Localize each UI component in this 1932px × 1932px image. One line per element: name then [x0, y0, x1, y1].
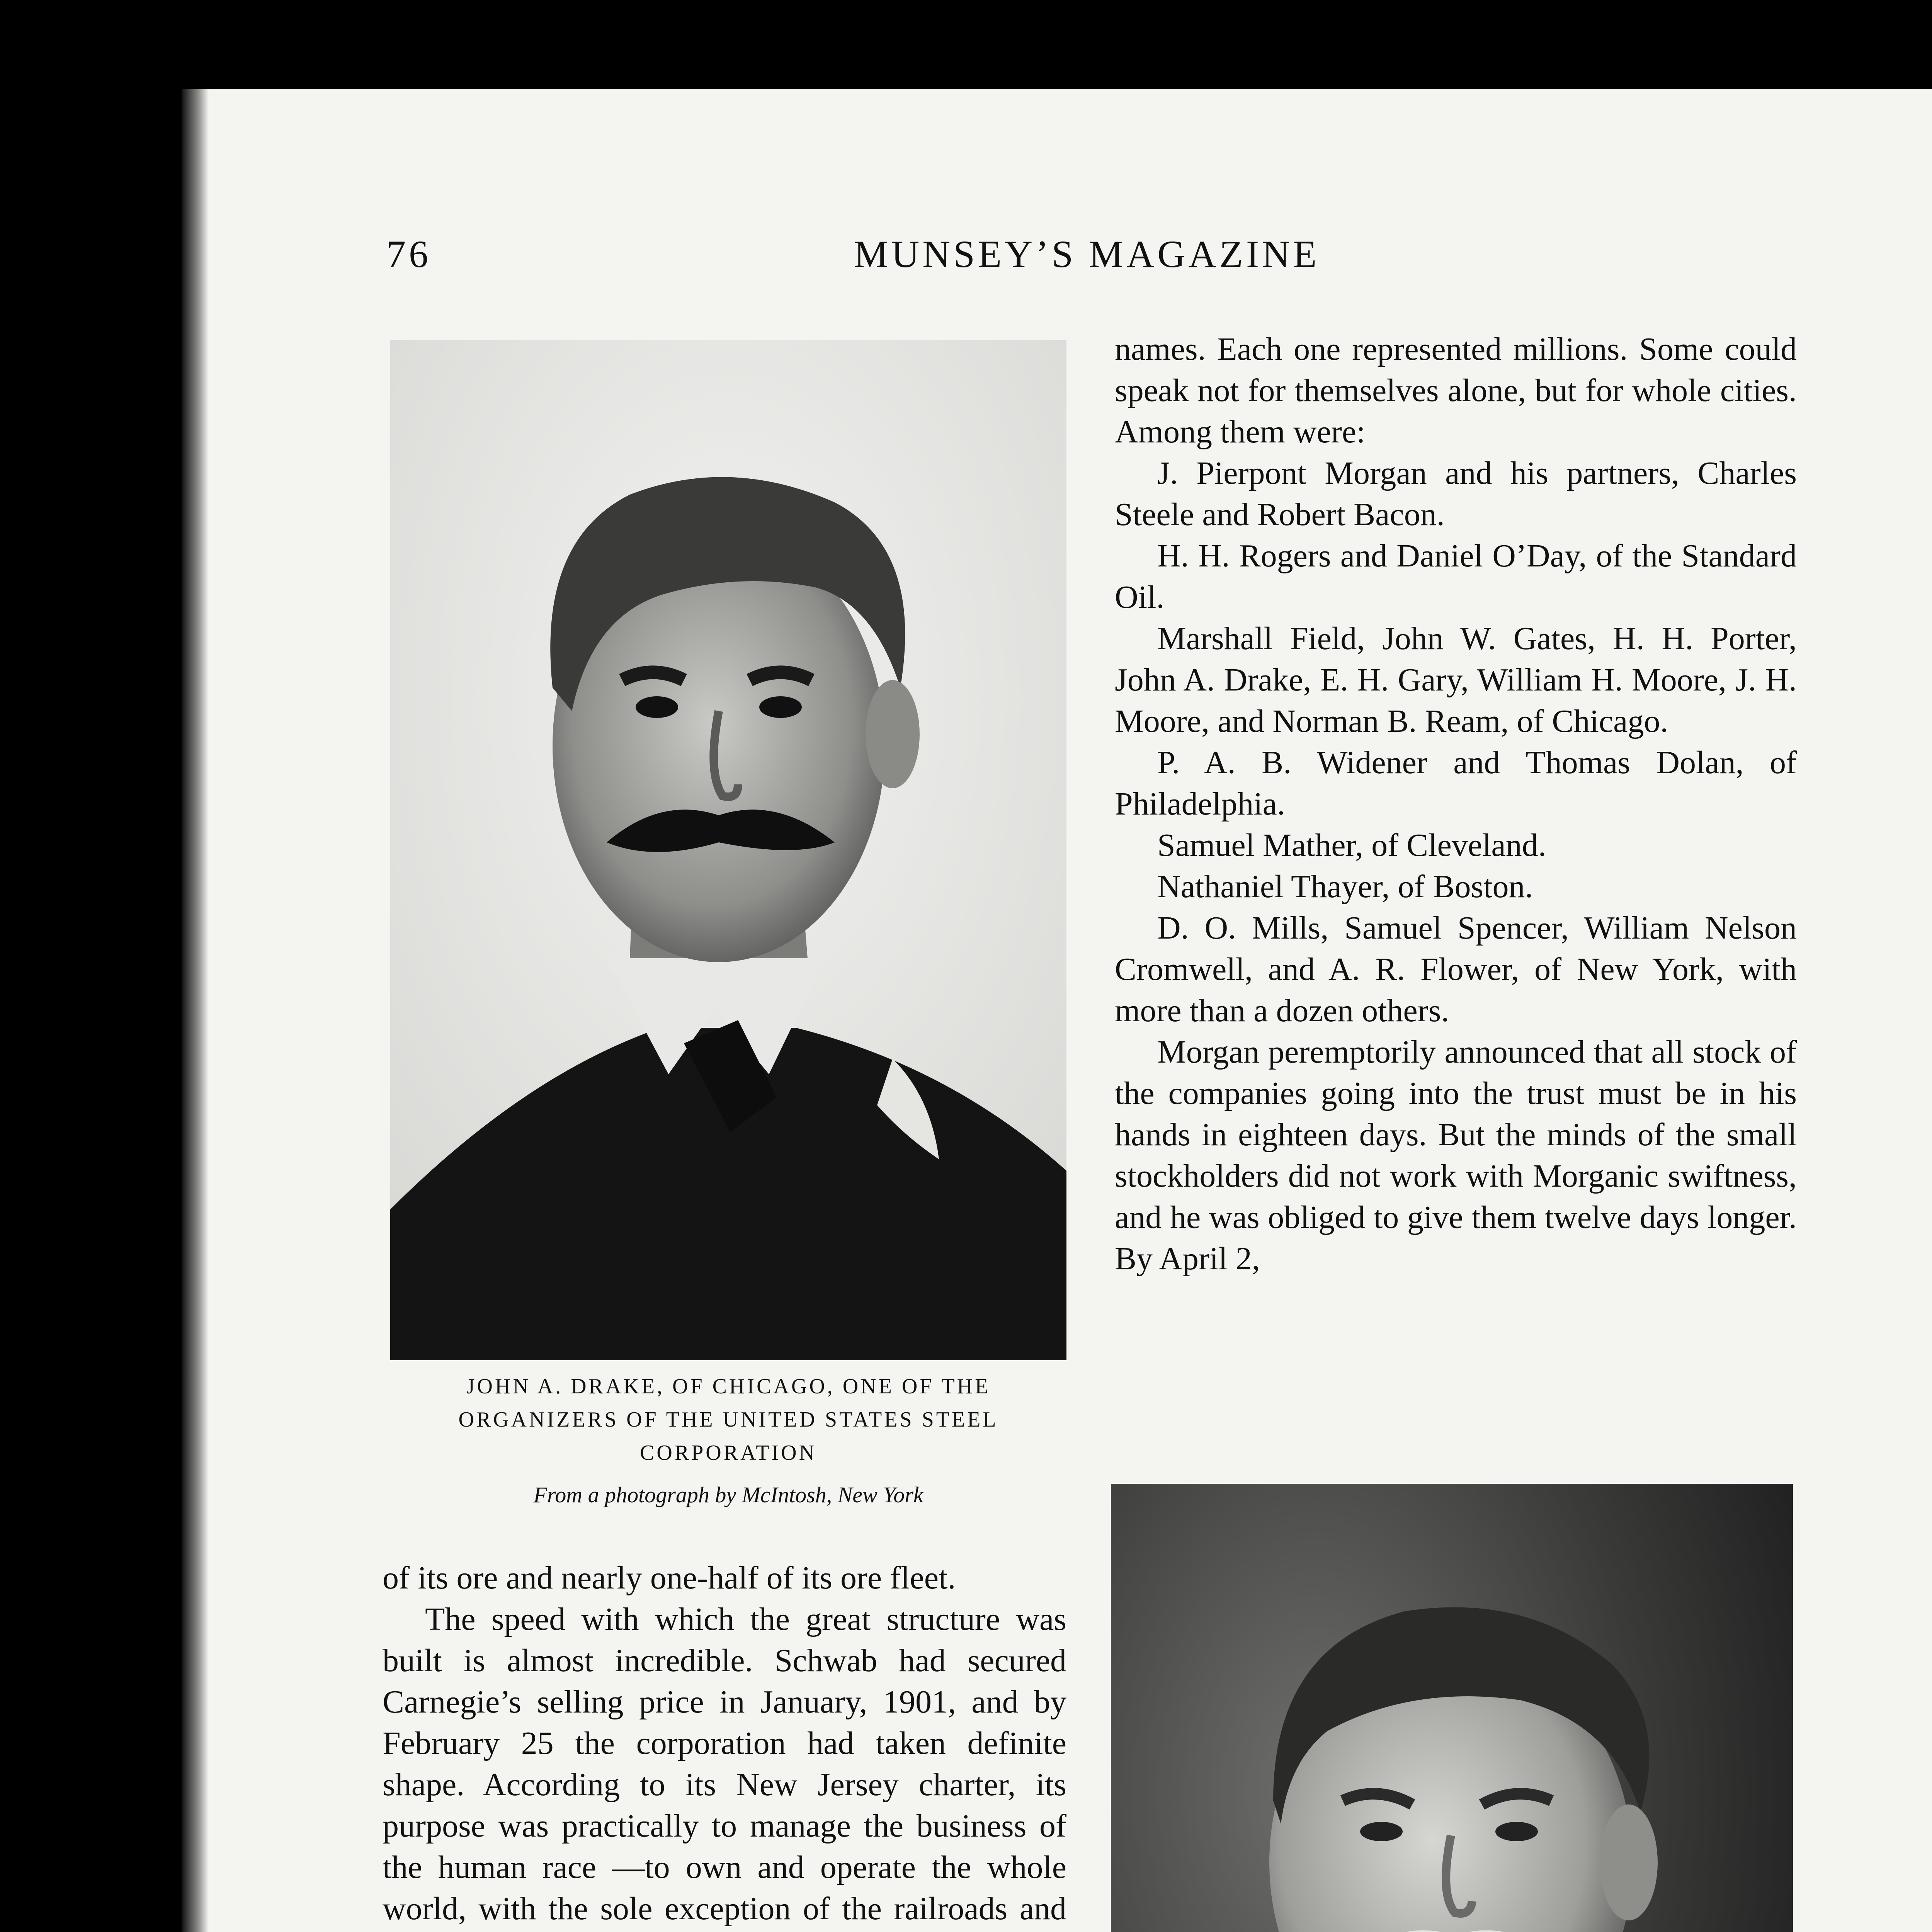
running-head: MUNSEY’S MAGAZINE: [854, 233, 1320, 276]
page-header: [386, 232, 1801, 290]
credit-drake-text: From a photograph by McIntosh, New York: [533, 1482, 923, 1507]
page-number: 76: [386, 233, 431, 276]
binding-shadow: [182, 89, 209, 1932]
portrait-oday-illustration: [1111, 1484, 1793, 1932]
right-column-top-text: [1115, 328, 1797, 1279]
caption-drake-text: JOHN A. DRAKE, OF CHICAGO, ONE OF THE ORGANIZERS OF THE UNITED STATES STEEL CORPORATION: [458, 1374, 998, 1465]
paragraph: names. Each one represented millions. Some could speak not for themselves alone, but for whole cities. Among them were:: [1115, 331, 1797, 450]
paragraph: The speed with which the great structure was built is almost incredible. Schwab had secured Carnegie’s selling price in January, 1901, and by February 25 the corporation had taken definite shape. According to its New Jersey charter, its purpose was practically to manage the business of the human race —to own and operate the whole world, with the sole exception of the railroads and: [383, 1601, 1066, 1927]
paragraph: H. H. Rogers and Daniel O’Day, of the Standard Oil.: [1115, 538, 1797, 615]
paragraph: of its ore and nearly one-half of its ore fleet.: [383, 1560, 956, 1596]
paragraph: Morgan peremptorily announced that all stock of the companies going into the trust must be in his hands in eighteen days. But the minds of the small stockholders did not work with Morganic swiftness, and he was obliged to give them twelve days longer. By April 2,: [1115, 1034, 1797, 1277]
paragraph: P. A. B. Widener and Thomas Dolan, of Philadelphia.: [1115, 745, 1797, 822]
paragraph: Samuel Mather, of Cleveland.: [1157, 827, 1546, 863]
portrait-drake-illustration: [390, 340, 1066, 1360]
caption-drake: [410, 1370, 1047, 1469]
credit-drake: [410, 1482, 1047, 1508]
paragraph: Nathaniel Thayer, of Boston.: [1157, 869, 1533, 905]
left-column-bottom-text: [383, 1557, 1066, 1932]
paragraph: Marshall Field, John W. Gates, H. H. Porter, John A. Drake, E. H. Gary, William H. Moore, J. H. Moore, and Norman B. Ream, of Chicago.: [1115, 621, 1797, 739]
photo-daniel-oday: [1111, 1484, 1793, 1932]
photo-john-drake: [390, 340, 1066, 1360]
paragraph: D. O. Mills, Samuel Spencer, William Nelson Cromwell, and A. R. Flower, of New York, with more than a dozen others.: [1115, 910, 1797, 1029]
paragraph: J. Pierpont Morgan and his partners, Charles Steele and Robert Bacon.: [1115, 455, 1797, 532]
